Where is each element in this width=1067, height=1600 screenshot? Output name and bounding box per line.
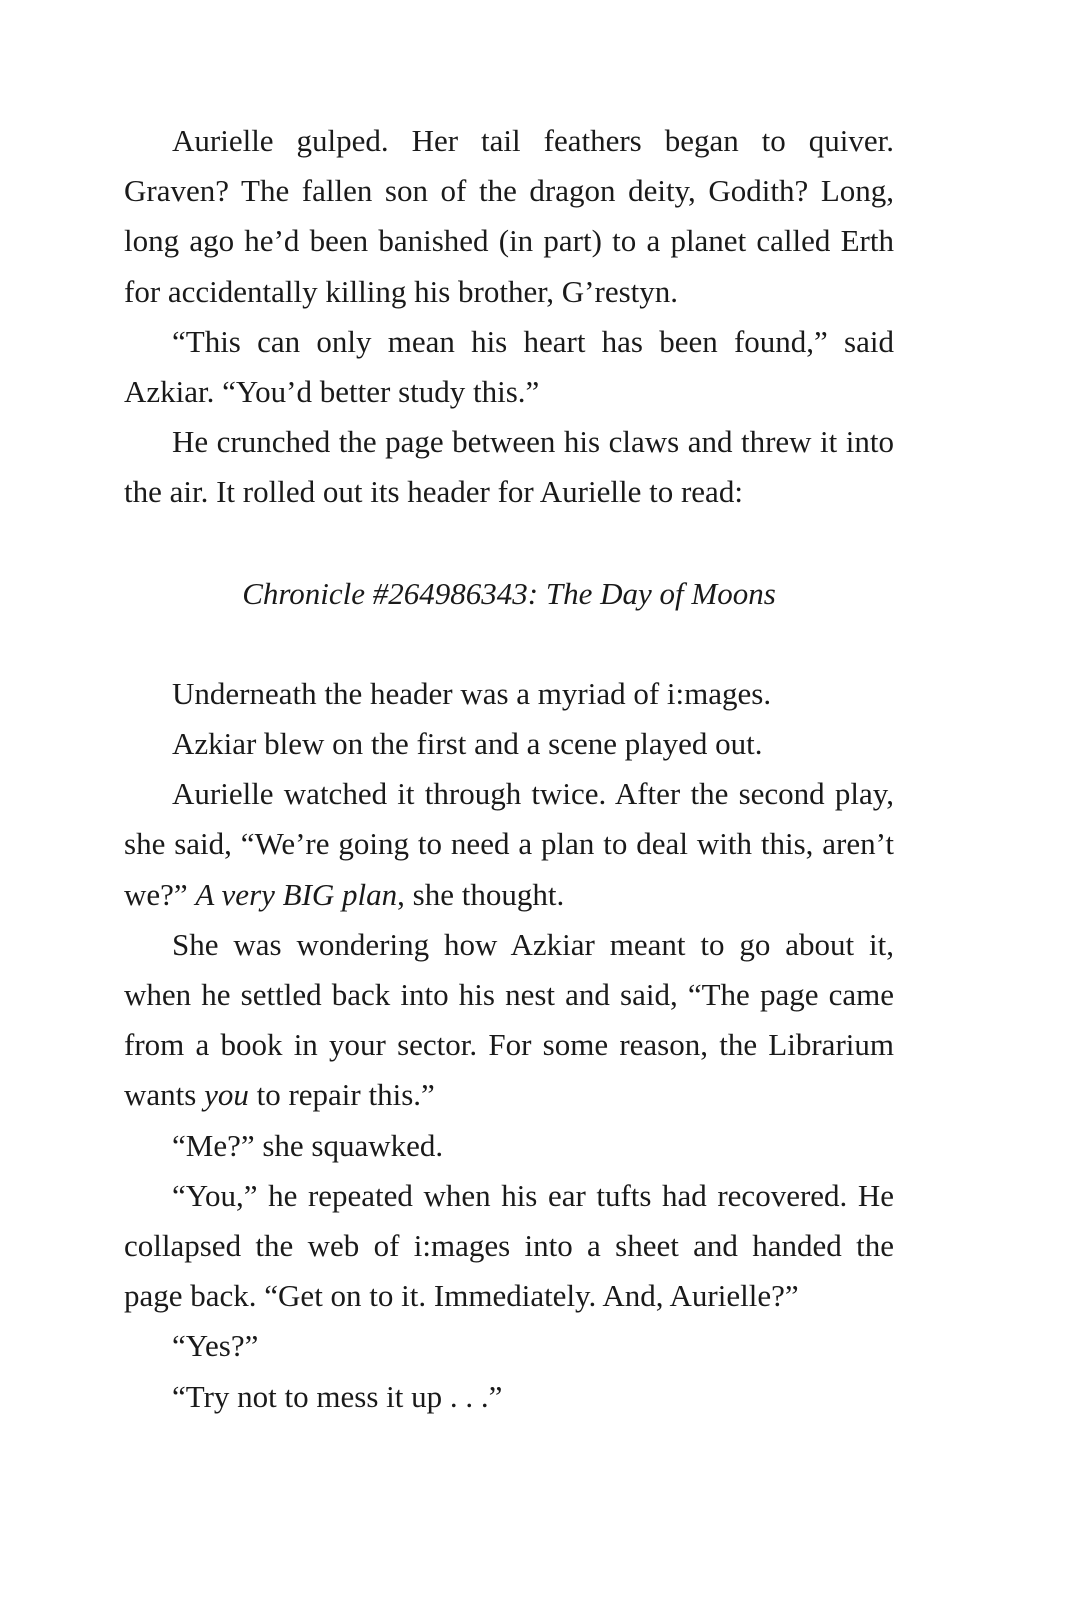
paragraph: “Try not to mess it up . . .” bbox=[172, 1378, 503, 1414]
paragraph bbox=[124, 769, 894, 920]
paragraph-text: She was wondering how Azkiar meant to go about it, when he settled back into his nest and said, “The page came from a book in your sector. For some reason, the Librarium wants bbox=[124, 926, 894, 1113]
paragraph: Azkiar blew on the first and a scene played out. bbox=[172, 726, 763, 762]
paragraph: “You,” he repeated when his ear tufts had recovered. He collapsed the web of i:mages into a sheet and handed the page back. “Get on to it. Immediately. And, Aurielle?” bbox=[124, 1177, 894, 1314]
paragraph bbox=[124, 920, 894, 1121]
paragraph: Aurielle gulped. Her tail feathers began to quiver. Graven? The fallen son of the dragon deity, Godith? Long, long ago he’d been banished (in part) to a planet called Erth for accidentally killing his brother, G’restyn. bbox=[124, 123, 894, 309]
chronicle-header: Chronicle #264986343: The Day of Moons bbox=[242, 575, 776, 611]
paragraph-text: Aurielle watched it through twice. After the second play, she said, “We’re going to need a plan to deal with this, aren’t we?” bbox=[124, 776, 894, 912]
italic-text: you bbox=[204, 1077, 249, 1113]
paragraph: “Yes?” bbox=[172, 1328, 259, 1364]
paragraph: Underneath the header was a myriad of i:mages. bbox=[172, 675, 772, 711]
page-text bbox=[124, 116, 894, 1422]
paragraph: He crunched the page between his claws and threw it into the air. It rolled out its header for Aurielle to read: bbox=[124, 424, 894, 510]
paragraph-text: , she thought. bbox=[397, 876, 565, 912]
paragraph-text: to repair this.” bbox=[248, 1077, 435, 1113]
paragraph: “Me?” she squawked. bbox=[172, 1127, 444, 1163]
paragraph: “This can only mean his heart has been found,” said Azkiar. “You’d better study this.” bbox=[124, 323, 894, 410]
italic-text: A very BIG plan bbox=[195, 876, 398, 912]
